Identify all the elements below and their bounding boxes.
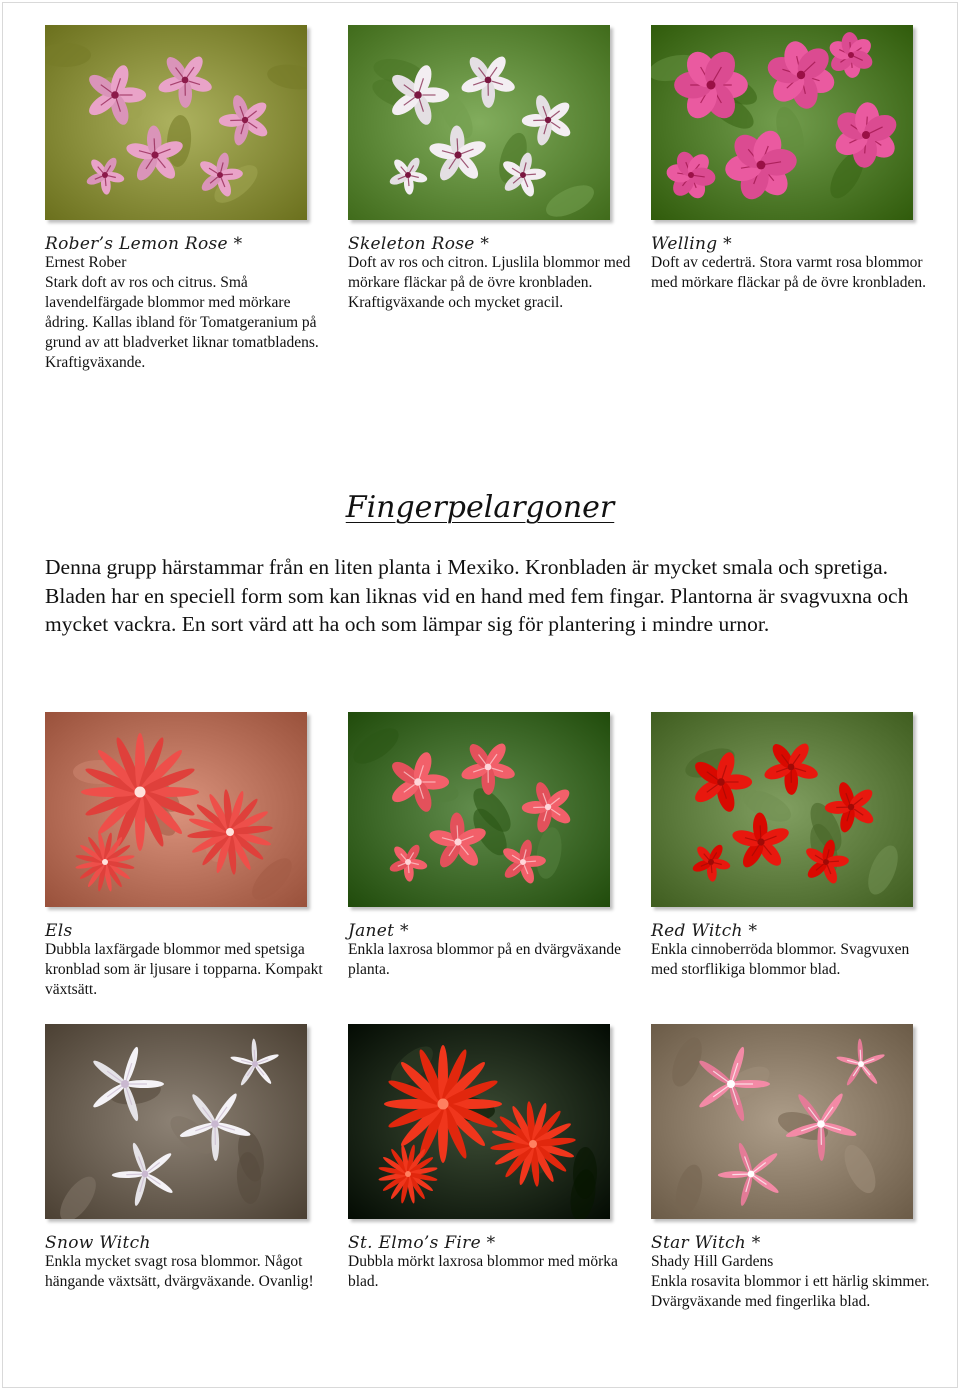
photo-skeleton-rose xyxy=(348,25,610,220)
plant-description: Enkla laxrosa blommor på en dvärgväxande planta. xyxy=(348,941,622,978)
flower-illustration xyxy=(651,1024,913,1219)
flower-illustration xyxy=(45,25,307,220)
plant-description: Enkla mycket svagt rosa blommor. Något hängande växtsätt, dvärgväxande. Ovanlig! xyxy=(45,1253,314,1290)
photo-welling xyxy=(651,25,913,220)
photo-janet xyxy=(348,712,610,907)
plant-breeder: Shady Hill Gardens xyxy=(651,1253,774,1270)
plant-card-snow-witch xyxy=(45,1024,335,1292)
flower-illustration xyxy=(651,712,913,907)
plant-name: St. Elmo’s Fire * xyxy=(348,1233,496,1253)
plant-description: Dubbla mörkt laxrosa blommor med mörka blad. xyxy=(348,1253,618,1290)
photo-robers-lemon-rose xyxy=(45,25,307,220)
section-title: Fingerpelargoner xyxy=(345,490,615,525)
flower-illustration xyxy=(348,1024,610,1219)
photo-star-witch xyxy=(651,1024,913,1219)
photo-els xyxy=(45,712,307,907)
plant-name: Star Witch * xyxy=(651,1233,761,1253)
flower-illustration xyxy=(348,25,610,220)
plant-card-star-witch xyxy=(651,1024,941,1312)
plant-name: Red Witch * xyxy=(651,921,758,941)
flower-illustration xyxy=(45,712,307,907)
plant-card-janet xyxy=(348,712,638,980)
plant-name: Skeleton Rose * xyxy=(348,234,490,254)
plant-breeder: Ernest Rober xyxy=(45,254,127,271)
plant-name: Snow Witch xyxy=(45,1233,151,1253)
plant-description: Stark doft av ros och citrus. Små lavendelfärgade blommor med mörkare ådring. Kallas ibland för Tomatgeranium på grund av att bladverket liknar tomatbladens. Kraftigväxande. xyxy=(45,274,319,371)
plant-name: Els xyxy=(45,921,73,941)
plant-description: Dubbla laxfärgade blommor med spetsiga kronblad som är ljusare i topparna. Kompakt växtsätt. xyxy=(45,941,323,998)
photo-st-elmos-fire xyxy=(348,1024,610,1219)
plant-card-els xyxy=(45,712,335,1000)
flower-illustration xyxy=(45,1024,307,1219)
plant-description: Doft av ros och citron. Ljuslila blommor med mörkare fläckar på de övre kronbladen. Kraftigväxande och mycket gracil. xyxy=(348,254,631,311)
photo-red-witch xyxy=(651,712,913,907)
plant-card-robers-lemon-rose xyxy=(45,25,335,373)
plant-card-red-witch xyxy=(651,712,941,980)
flower-illustration xyxy=(348,712,610,907)
plant-name: Janet * xyxy=(348,921,409,941)
plant-card-welling xyxy=(651,25,941,293)
plant-name: Rober’s Lemon Rose * xyxy=(45,234,243,254)
plant-card-st-elmos-fire xyxy=(348,1024,638,1292)
plant-description: Enkla rosavita blommor i ett härlig skimmer. Dvärgväxande med fingerlika blad. xyxy=(651,1273,930,1310)
photo-snow-witch xyxy=(45,1024,307,1219)
plant-card-skeleton-rose xyxy=(348,25,638,313)
plant-name: Welling * xyxy=(651,234,732,254)
section-intro: Denna grupp härstammar från en liten planta i Mexiko. Kronbladen är mycket smala och spretiga. Bladen har en speciell form som kan liknas vid en hand med fem fingar. Plantorna är svagvuxna och mycket vackra. En sort värd att ha och som lämpar sig för plantering i mindre urnor. xyxy=(45,555,909,636)
plant-description: Doft av cederträ. Stora varmt rosa blommor med mörkare fläckar på de övre kronbladen. xyxy=(651,254,926,291)
flower-illustration xyxy=(651,25,913,220)
plant-description: Enkla cinnoberröda blommor. Svagvuxen med storflikiga blommor blad. xyxy=(651,941,910,978)
